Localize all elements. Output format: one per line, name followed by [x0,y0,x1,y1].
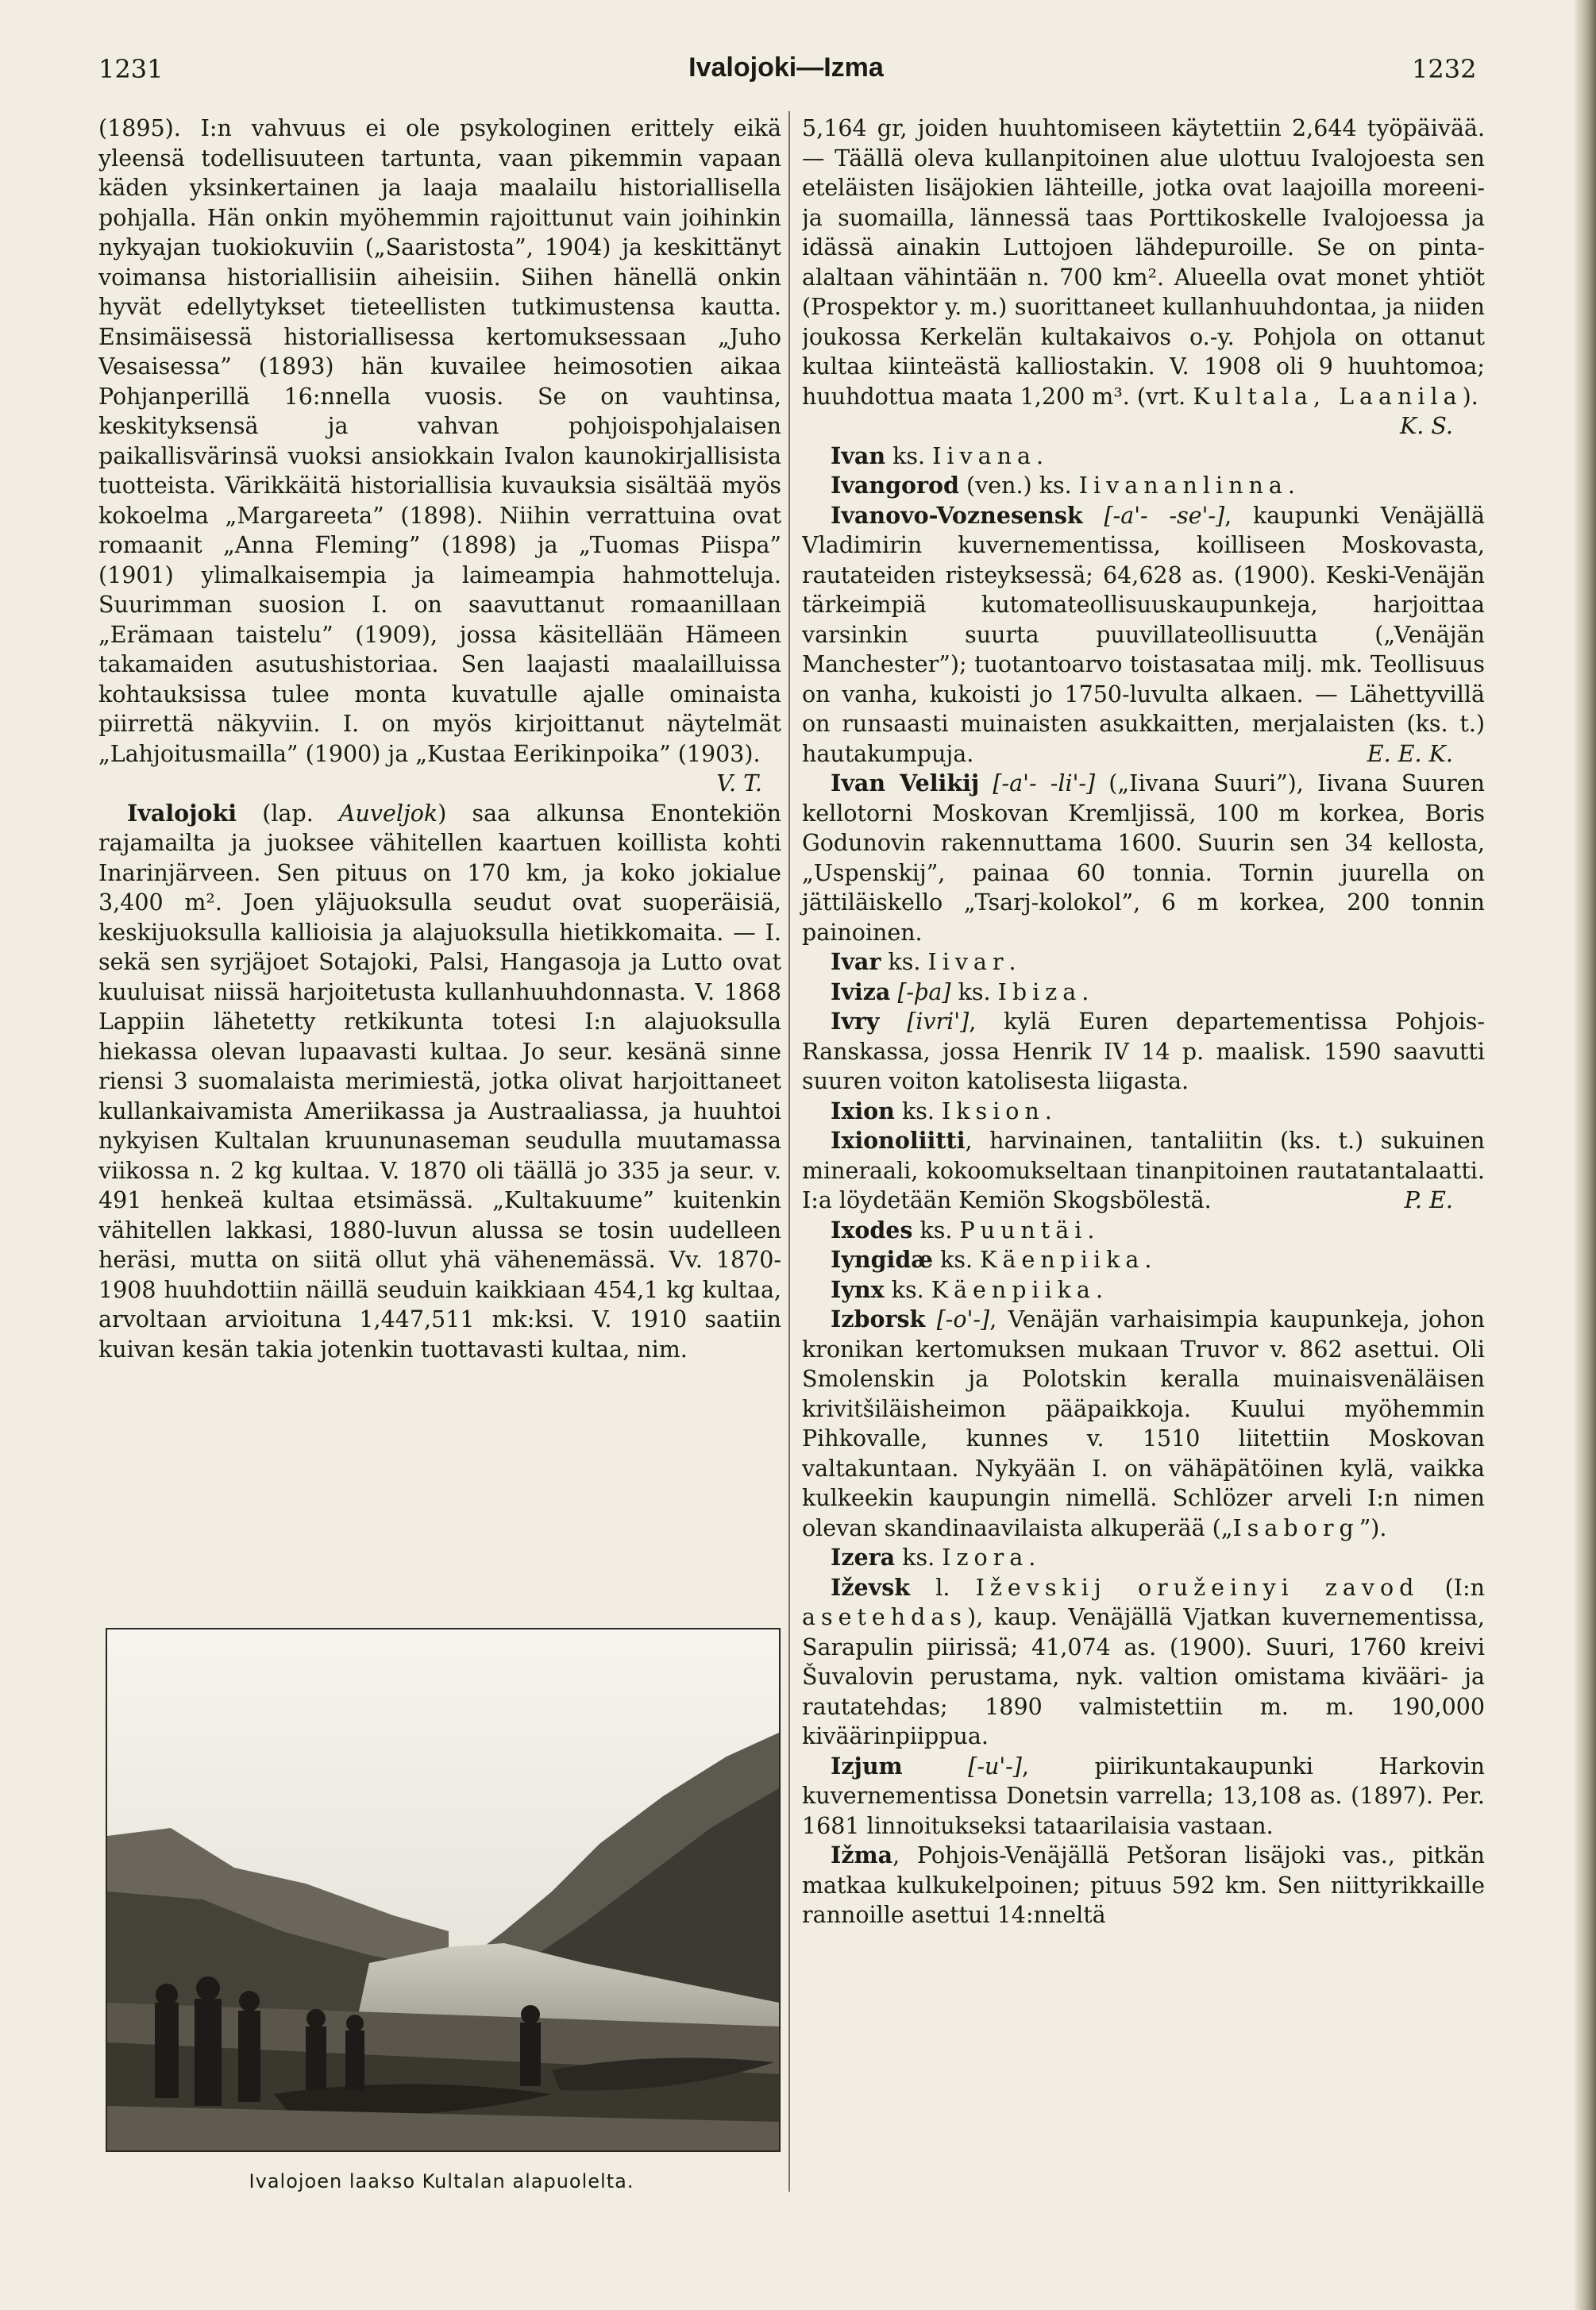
ivalo-article-continuation: (1895). I:n vahvuus ei ole psykologinen erittely eikä yleensä todellisuuteen tartunta, vaan pikemmin vapaan käden yksinkertainen ja laaja maalailu historiallisella pohjalla. Hän onkin myöhemmin rajoittunut vain joihinkin nykyajan tuokiokuviin („Saaristosta”, 1904) ja keskittänyt voimansa historiallisiin aiheisiin. Siihen hänellä onkin hyvät edellytykset tieteellisten tutkimustensa kautta. Ensimäisessä historiallisessa kertomuksessaan „Juho Vesaisessa” (1893) hän kuvailee heimosotien aikaa Pohjanperillä 16:nnella vuosis. Se on vauhtinsa, keskityksensä ja vahvan pohjoispohjalaisen paikallisvärinsä vuoksi ansiokkain Ivalon kaunokirjallisista tuotteista. Värikkäitä historiallisia kuvauksia sisältää myös kokoelma „Margareeta” (1898). Niihin verrattuina ovat romaanit „Anna Fleming” (1898) ja „Tuomas Piispa” (1901) ylimalkaisempia ja laimeampia hahmotteluja. Suurimman suosion I. on saavuttanut romaanillaan „Erämaan taistelu” (1909), jossa käsitellään Hämeen takamaiden asutushistoriaa. Sen laajasti maalailluissa kohtauksissa tulee monta kuvatulle ajalle ominaista piirrettä näkyviin. I. on myös kirjoittanut näytelmät „Lahjoitusmailla” (1900) ja „Kustaa Eerikinpoika” (1903). V. T. [98,114,781,799]
running-title: Ivalojoki—Izma [688,52,884,83]
author-signature: K. S. [1400,413,1453,439]
entry-iviza: Iviza [-þa] ks. Ibiza. [831,978,1089,1005]
entry-ivan: Ivan ks. Iivana. [831,442,1044,469]
entry-ivry: Ivry [ivri'], kylä Euren departementissa Pohjois-Ranskassa, jossa Henrik IV 14 p. maalisk. 1590 saavutti suuren voiton katolisesta liigasta. [802,1008,1485,1094]
entry-ixionoliitti: Ixionoliitti, harvinainen, tantaliitin (ks. t.) sukuinen mineraali, kokoomukseltaan tinanpitoinen rautatantalaatti. I:a löydetään Kemiön Skogsbölestä. P. E. [802,1126,1485,1216]
entry-izma: Ižma, Pohjois-Venäjällä Petšoran lisäjoki vas., pitkän matkaa kulkukelpoinen; pituus 592 km. Sen niittyrikkaille rannoille asettui 14:nneltä [802,1841,1485,1928]
entry-ivar: Ivar ks. Iivar. [831,948,1016,975]
author-signature: V. T. [716,770,762,796]
page-header [0,54,1596,94]
entry-iynx: Iynx ks. Käenpiika. [831,1275,1103,1303]
right-column [802,114,1485,1930]
page-number-left: 1231 [98,54,164,84]
page-number-right: 1232 [1412,54,1477,84]
headword: Ivalojoki [127,799,237,827]
entry-ixodes: Ixodes ks. Puuntäi. [831,1216,1095,1244]
column-divider [788,111,790,2192]
entry-ivangorod: Ivangorod (ven.) ks. Iivananlinna. [831,472,1295,499]
entry-ivan-velikij: Ivan Velikij [-a'- -li'-] („Iivana Suuri”), Iivana Suuren kellotorni Moskovan Kremljissä, 100 m korkea, Boris Godunovin rakennuttama 1600. Suurin sen 34 kellosta, „Uspenskij”, painaa 60 tonnia. Tornin juurella on jättiläiskello „Tsarj-kolokol”, 6 m korkea, 200 tonnin painoinen. [802,769,1486,946]
entry-izevsk: Iževsk l. Iževskij oružeinyi zavod (I:n asetehdas), kaup. Venäjällä Vjatkan kuvernementissa, Sarapulin piirissä; 41,074 as. (1900). Suuri, 1760 kreivi Šuvalovin perustama, nyk. valtion omistama kivääri- ja rautatehdas; 1890 valmistettiin m. m. 190,000 kiväärinpiippua. [802,1573,1485,1749]
left-column [98,114,781,1364]
entry-izborsk: Izborsk [-o'-], Venäjän varhaisimpia kaupunkeja, johon kronikan kertomuksen mukaan Truvor v. 862 asettui. Oli Smolenskin ja Polotskin kerallа muinaisvenäläisen krivitšiläisheimon pääpaikkoja. Kuului myöhemmin Pihkovalle, kunnes v. 1510 liitettiin Moskovan valtakuntaan. Nykyään I. on vähäpätöinen kylä, vaikka kulkeekin kaupungin nimellä. Schlözer arveli I:n nimen olevan skandinaavilaista alkuperää („Isaborg”). [802,1305,1485,1541]
river-valley-photo [106,1628,781,2152]
entry-ivalojoki: Ivalojoki (lap. Auveljok) saa alkunsa Enontekiön rajamailta ja juoksee vähitellen kaartuen koillista kohti Inarinjärveen. Sen pituus on 170 km, ja koko jokialue 3,400 m². Joen yläjuoksulla seudut ovat suoperäisiä, keskijuoksulla kallioisia ja alajuoksulla hietikkomaita. — I. sekä sen syrjäjoet Sotajoki, Palsi, Hangasoja ja Lutto ovat kuuluisat niissä harjoitetusta kullanhuuhdonnasta. V. 1868 Lappiin lähetetty retkikunta totesi I:n alajuoksulla hiekassa olevan lupaavasti kultaa. Jo seur. kesänä sinne riensi 3 suomalaista merimiestä, jotka olivat harjoittaneet kullankaivamista Ameriikassa ja Austraaliassa, ja huuhtoi nykyisen Kultalan kruununaseman seudulla muutamassa viikossa n. 2 kg kultaa. V. 1870 oli täällä jo 335 ja seur. v. 491 henkeä kultaa etsimässä. „Kultakuume” kuitenkin vähitellen lakkasi, 1880-luvun alussa se tosin uudelleen heräsi, mutta on siitä ollut yhä vähenemässä. Vv. 1870-1908 huuhdottiin näillä seuduin kaikkiaan 454,1 kg kultaa, arvoltaan arvioituna 1,447,511 mk:ksi. V. 1910 saatiin kuivan kesän takia jotenkin tuottavasti kultaa, nim. [98,799,781,1363]
entry-ixion: Ixion ks. Iksion. [831,1097,1052,1124]
entry-izera: Izera ks. Izora. [831,1544,1036,1571]
ivalojoki-continuation: 5,164 gr, joiden huuhtomiseen käytettiin 2,644 työpäivää. — Täällä oleva kullanpitoinen alue ulottuu Ivalojoesta sen eteläisten lisäjokien lähteille, jotka ovat laajoilla moreeni- ja suomailla, lännessä taas Porttikoskelle Ivalojoessa ja idässä ainakin Luttojoen lähdepuroille. Se on pinta-alaltaan vähintään n. 700 km². Alueella ovat monet yhtiöt (Prospektor y. m.) suorittaneet kullanhuuhdontaa, ja niiden joukossa Kerkelän kultakaivos o.-y. Pohjola on ottanut kultaa kiinteästä kalliostakin. V. 1908 oli 9 huuhtomoa; huuhdottua maata 1,200 m³. (vrt. Kultala, Laanila). K. S. [802,114,1485,442]
page-edge-shadow [1574,0,1596,2310]
author-signature: E. E. K. [1367,740,1453,767]
entry-izjum: Izjum [-u'-], piirikuntakaupunki Harkovin kuvernementissa Donetsin varrella; 13,108 as. (1897). Per. 1681 linnoitukseksi tataarilaisia vastaan. [802,1752,1485,1839]
entry-iyngidae: Iyngidæ ks. Käenpiika. [831,1246,1152,1273]
entry-ivanovo-voznesensk: Ivanovo-Voznesensk [-a'- -se'-], kaupunki Venäjällä Vladimirin kuvernementissa, koilliseen Moskovasta, rautateiden risteyksessä; 64,628 as. (1900). Keski-Venäjän tärkeimpiä kutomateollisuuskaupunkeja, harjoittaa varsinkin suurta puuvillateollisuutta („Venäjän Manchester”); tuotantoarvo toistasataa milj. mk. Teollisuus on vanha, kukoisti jo 1750-luvulta alkaen. — Lähettyvillä on runsaasti muinaisten asukkaitten, merjalaisten (ks. t.) hautakumpuja. E. E. K. [802,501,1485,769]
photo-caption: Ivalojoen laakso Kultalan alapuolelta. [249,2170,634,2192]
author-signature: P. E. [1404,1187,1453,1213]
